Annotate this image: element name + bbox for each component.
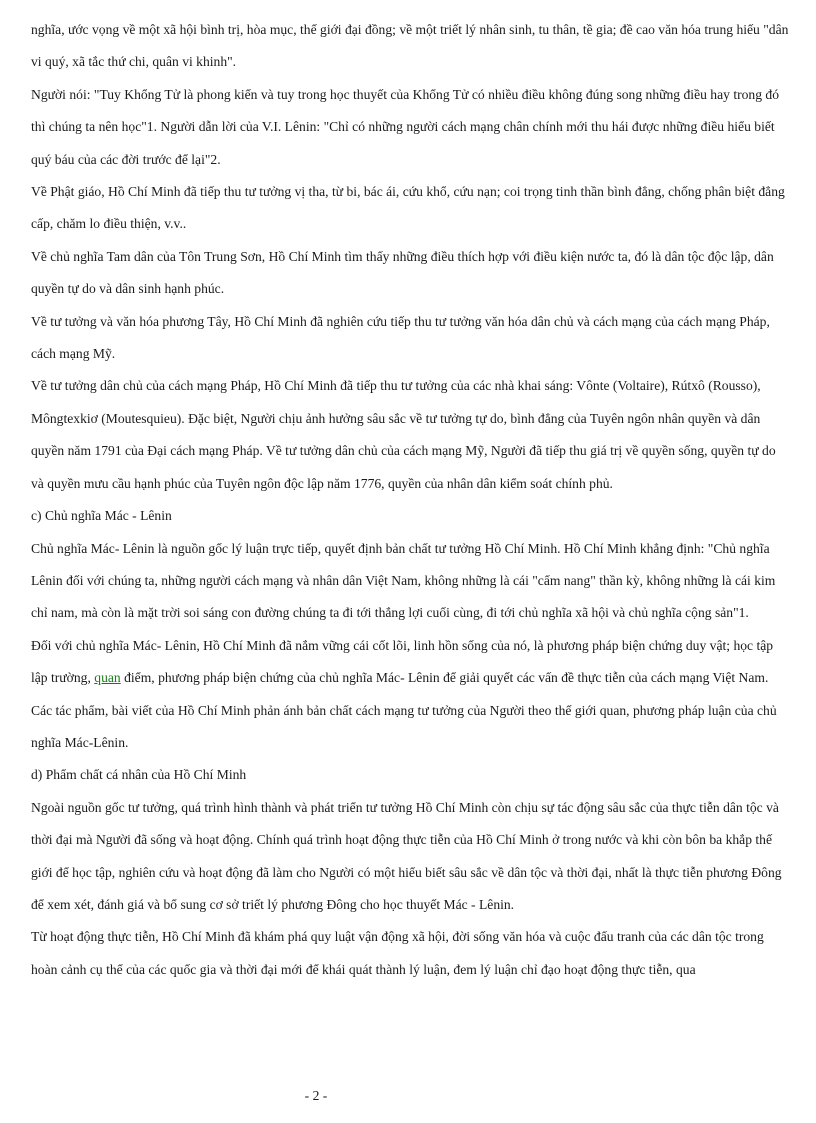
- paragraph-confucian-values: nghĩa, ước vọng về một xã hội bình trị, hòa mục, thế giới đại đồng; về một triết lý nhân sinh, tu thân, tề gia; đề cao văn hóa trung hiếu "dân vi quý, xã tắc thứ chi, quân vi khinh".: [31, 22, 789, 70]
- paragraph-marxism-leninism-source: Chủ nghĩa Mác- Lênin là nguồn gốc lý luận trực tiếp, quyết định bản chất tư tưởng Hồ Chí Minh. Hồ Chí Minh khẳng định: "Chủ nghĩa Lênin đối với chúng ta, những người cách mạng và nhân dân Việt Nam, không những là cái "cẩm nang" thần kỳ, không những là cái kim chỉ nam, mà còn là mặt trời soi sáng con đường chúng ta đi tới thắng lợi cuối cùng, đi tới chủ nghĩa xã hội và chủ nghĩa cộng sản"1.: [31, 540, 776, 621]
- paragraph-three-principles: Về chủ nghĩa Tam dân của Tôn Trung Sơn, Hồ Chí Minh tìm thấy những điều thích hợp với điều kiện nước ta, đó là dân tộc độc lập, dân quyền tự do và dân sinh hạnh phúc.: [31, 248, 774, 297]
- paragraph-confucius-quote: Người nói: "Tuy Khổng Tử là phong kiến và tuy trong học thuyết của Khổng Tử có nhiều điều không đúng song những điều hay trong đó thì chúng ta nên học"1. Người dẫn lời của V.I. Lênin: "Chỉ có những người cách mạng chân chính mới thu hái được những điều hiểu biết quý báu của các đời trước để lại"2.: [31, 86, 780, 167]
- paragraph-practical-activity: Ngoài nguồn gốc tư tưởng, quá trình hình thành và phát triển tư tưởng Hồ Chí Minh còn chịu sự tác động sâu sắc của thực tiễn dân tộc và thời đại mà Người đã sống và hoạt động. Chính quá trình hoạt động thực tiễn của Hồ Chí Minh ở trong nước và khi còn bôn ba khắp thế giới để học tập, nghiên cứu và hoạt động đã làm cho Người có một hiểu biết sâu sắc về dân tộc và thời đại, nhất là thực tiễn phương Đông để xem xét, đánh giá và bổ sung cơ sở triết lý phương Đông cho học thuyết Mác - Lênin.: [31, 799, 782, 912]
- page-number: - 2 -: [304, 1088, 328, 1103]
- paragraph-text-end: điểm, phương pháp biện chứng của chủ nghĩa Mác- Lênin để giải quyết các vấn đề thực tiễn của cách mạng Việt Nam.: [120, 670, 769, 686]
- paragraph-dialectical-method: [31, 630, 791, 695]
- paragraph-text-start: Đối với chủ nghĩa Mác- Lênin, Hồ Chí Minh đã nắm vững cái cốt lõi, linh hồn sống của nó, là phương pháp biện chứng duy vật; học tập lập trường,: [31, 637, 774, 686]
- hyperlink-quan[interactable]: quan: [94, 670, 121, 686]
- paragraph-works-worldview: Các tác phẩm, bài viết của Hồ Chí Minh phản ánh bản chất cách mạng tư tưởng của Người theo thế giới quan, phương pháp luận của chủ nghĩa Mác-Lênin.: [31, 702, 777, 750]
- document-page: [31, 14, 791, 986]
- paragraph-western-culture: Về tư tưởng và văn hóa phương Tây, Hồ Chí Minh đã nghiên cứu tiếp thu tư tưởng văn hóa dân chủ và cách mạng của cách mạng Pháp, cách mạng Mỹ.: [31, 313, 770, 362]
- section-heading-marxism-leninism: c) Chủ nghĩa Mác - Lênin: [31, 508, 172, 524]
- paragraph-social-laws: Từ hoạt động thực tiễn, Hồ Chí Minh đã khám phá quy luật vận động xã hội, đời sống văn hóa và cuộc đấu tranh của các dân tộc trong hoàn cảnh cụ thể của các quốc gia và thời đại mới để khái quát thành lý luận, đem lý luận chỉ đạo hoạt động thực tiễn, qua: [31, 929, 764, 977]
- section-heading-personal-qualities: d) Phẩm chất cá nhân của Hồ Chí Minh: [31, 767, 247, 783]
- paragraph-buddhism: Về Phật giáo, Hồ Chí Minh đã tiếp thu tư tưởng vị tha, từ bi, bác ái, cứu khổ, cứu nạn; coi trọng tinh thần bình đẳng, chống phân biệt đẳng cấp, chăm lo điều thiện, v.v..: [31, 184, 785, 232]
- paragraph-french-american-revolution: Về tư tưởng dân chủ của cách mạng Pháp, Hồ Chí Minh đã tiếp thu tư tưởng của các nhà khai sáng: Vônte (Voltaire), Rútxô (Rousso), Môngtexkiơ (Moutesquieu). Đặc biệt, Người chịu ảnh hưởng sâu sắc về tư tưởng tự do, bình đẳng của Tuyên ngôn nhân quyền và dân quyền năm 1791 của Đại cách mạng Pháp. Về tư tưởng dân chủ của cách mạng Mỹ, Người đã tiếp thu giá trị về quyền sống, quyền tự do và quyền mưu cầu hạnh phúc của Tuyên ngôn độc lập năm 1776, quyền của nhân dân kiểm soát chính phủ.: [31, 378, 776, 491]
